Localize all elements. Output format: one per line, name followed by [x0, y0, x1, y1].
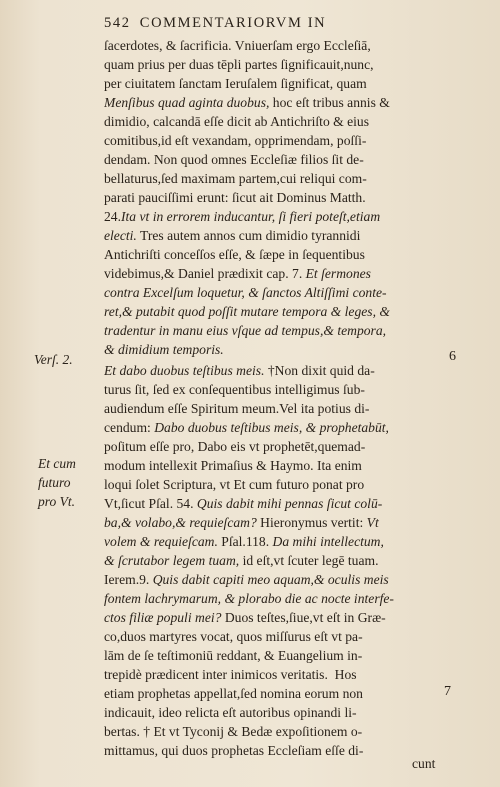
text-line: [104, 532, 456, 551]
text-line: [104, 302, 456, 321]
text-segment: co,duos martyres vocat, quos miſſurus eſt vt pa-: [104, 629, 363, 644]
italic-text-segment: Quis dabit mihi pennas ſicut colū-: [196, 496, 383, 511]
text-segment: loqui ſolet Scriptura, vt Et cum futuro ponat pro: [104, 477, 365, 492]
italic-text-segment: & dimidium temporis.: [104, 342, 224, 357]
catchword: cunt: [412, 756, 436, 771]
italic-text-segment: Dabo duobus teſtibus meis, & prophetabūt,: [154, 420, 389, 435]
text-segment: etiam prophetas appellat,ſed nomina eorum non: [104, 686, 363, 701]
italic-text-segment: fontem lachrymarum, & plorabo die ac nocte interfe-: [104, 591, 394, 606]
text-segment: cendum:: [104, 420, 155, 435]
text-line: [104, 741, 456, 760]
text-line: [104, 551, 456, 570]
text-segment: mittamus, qui duos prophetas Eccleſiam eſſe di-: [104, 743, 364, 758]
text-line: [104, 608, 456, 627]
text-segment: id eſt,vt ſcuter legē tuam.: [239, 553, 379, 568]
text-line: [104, 93, 456, 112]
text-segment: parati pauciſſimi erunt: ſicut ait Dominus Matth.: [104, 190, 366, 205]
text-segment: Vt,ſicut Pſal. 54.: [104, 496, 197, 511]
italic-text-segment: Da mihi intellectum,: [272, 534, 384, 549]
italic-text-segment: Ita vt in errorem inducantur, ſi fieri poteſt,etiam: [121, 209, 381, 224]
text-line: [104, 494, 456, 513]
italic-text-segment: tradentur in manu eius vſque ad tempus,& tempora,: [104, 323, 387, 338]
text-line: [104, 226, 456, 245]
text-segment: lām de ſe teſtimoniū reddant, & Euangelium in-: [104, 648, 363, 663]
text-segment: Duos teſtes,ſiue,vt eſt in Græ-: [221, 610, 386, 625]
text-line: [104, 418, 456, 437]
italic-text-segment: ctos filiæ populi mei?: [104, 610, 222, 625]
text-segment: †Non dixit quid da-: [264, 363, 375, 378]
text-line: [104, 264, 456, 283]
italic-text-segment: Et ſermones: [305, 266, 371, 281]
text-line: [104, 570, 456, 589]
margin-gloss-line: pro Vt.: [38, 494, 75, 509]
text-line: [104, 684, 456, 703]
text-line: [104, 665, 456, 684]
running-title: COMMENTARIORVM IN: [139, 15, 327, 31]
text-line: [104, 321, 456, 340]
text-line: [104, 131, 456, 150]
text-segment: 24.: [104, 209, 121, 224]
italic-text-segment: Menſibus quad aginta duobus,: [104, 95, 270, 110]
text-line: [104, 188, 456, 207]
italic-text-segment: Vt: [366, 515, 379, 530]
italic-text-segment: electi.: [104, 228, 137, 243]
italic-text-segment: Et dabo duobus teſtibus meis.: [104, 363, 265, 378]
text-line: [104, 627, 456, 646]
margin-note-number: 7: [444, 684, 451, 699]
text-line: [104, 207, 456, 226]
text-line: [104, 169, 456, 188]
text-segment: indicauit, ideo relicta eſt autoribus opinandi li-: [104, 705, 357, 720]
text-segment: Antichriſti conceſſos eſſe, & ſæpe in ſequentibus: [104, 247, 365, 262]
text-segment: trepidè prædicent inter inimicos veritatis. Hos: [104, 667, 357, 682]
text-line: [104, 245, 456, 264]
italic-text-segment: contra Excelſum loquetur, & ſanctos Altiſſimi conte-: [104, 285, 387, 300]
text-segment: audiendum eſſe Spiritum meum.Vel ita potius di-: [104, 401, 370, 416]
text-segment: videbimus,& Daniel prædixit cap. 7.: [104, 266, 306, 281]
text-segment: modum intellexit Primaſius & Haymo. Ita enim: [104, 458, 362, 473]
text-line: [104, 456, 456, 475]
text-segment: poſitum eſſe pro, Dabo eis vt prophetēt,quemad-: [104, 439, 366, 454]
text-segment: Tres autem annos cum dimidio tyrannidi: [136, 228, 361, 243]
text-line: [104, 475, 456, 494]
text-line: [104, 437, 456, 456]
text-segment: dimidio, calcandā eſſe dicit ab Antichriſto & eius: [104, 114, 370, 129]
text-segment: quam prius per duas tēpli partes ſignificauit,nunc,: [104, 57, 374, 72]
text-line: [104, 703, 456, 722]
margin-gloss-line: futuro: [38, 475, 71, 490]
text-segment: dendam. Non quod omnes Eccleſiæ filios ſit de-: [104, 152, 364, 167]
text-line: [104, 36, 456, 55]
text-line: [104, 150, 456, 169]
margin-gloss-line: Et cum: [38, 456, 76, 471]
italic-text-segment: ret,& putabit quod poſſit mutare tempora & leges, &: [104, 304, 390, 319]
text-segment: Pſal.118.: [217, 534, 273, 549]
text-line: [104, 399, 456, 418]
text-line: [104, 55, 456, 74]
text-segment: hoc eſt tribus annis &: [269, 95, 390, 110]
text-segment: Hieronymus vertit:: [256, 515, 367, 530]
text-line: [104, 722, 456, 741]
text-segment: bertas. † Et vt Tyconij & Bedæ expoſitionem o-: [104, 724, 363, 739]
text-line: [104, 283, 456, 302]
italic-text-segment: & ſcrutabor legem tuam,: [104, 553, 240, 568]
running-header: [104, 15, 464, 32]
margin-gloss: [38, 454, 76, 511]
text-segment: Ierem.9.: [104, 572, 153, 587]
text-line: [104, 589, 456, 608]
text-line: [104, 513, 456, 532]
text-segment: bellaturus,ſed maximam partem,cui reliqui com-: [104, 171, 367, 186]
text-line: [104, 340, 456, 359]
text-segment: ſacerdotes, & ſacrificia. Vniuerſam ergo Eccleſiā,: [104, 38, 371, 53]
margin-verse-reference: Verſ. 2.: [34, 352, 73, 367]
text-segment: comitibus,id eſt vexandam, opprimendam, poſſi-: [104, 133, 367, 148]
text-line: [104, 112, 456, 131]
page-number: 542: [104, 15, 131, 31]
text-line: [104, 646, 456, 665]
italic-text-segment: ba,& volabo,& requieſcam?: [104, 515, 257, 530]
main-text-block: [104, 36, 456, 760]
text-line: [104, 380, 456, 399]
text-line: [104, 74, 456, 93]
italic-text-segment: volem & requieſcam.: [104, 534, 218, 549]
text-segment: per ciuitatem ſanctam Ieruſalem ſignificat, quam: [104, 76, 367, 91]
margin-note-number: 6: [449, 349, 456, 364]
text-segment: turus ſit, ſed ex conſequentibus intelligimus ſub-: [104, 382, 365, 397]
text-line: [104, 361, 456, 380]
italic-text-segment: Quis dabit capiti meo aquam,& oculis meis: [152, 572, 389, 587]
